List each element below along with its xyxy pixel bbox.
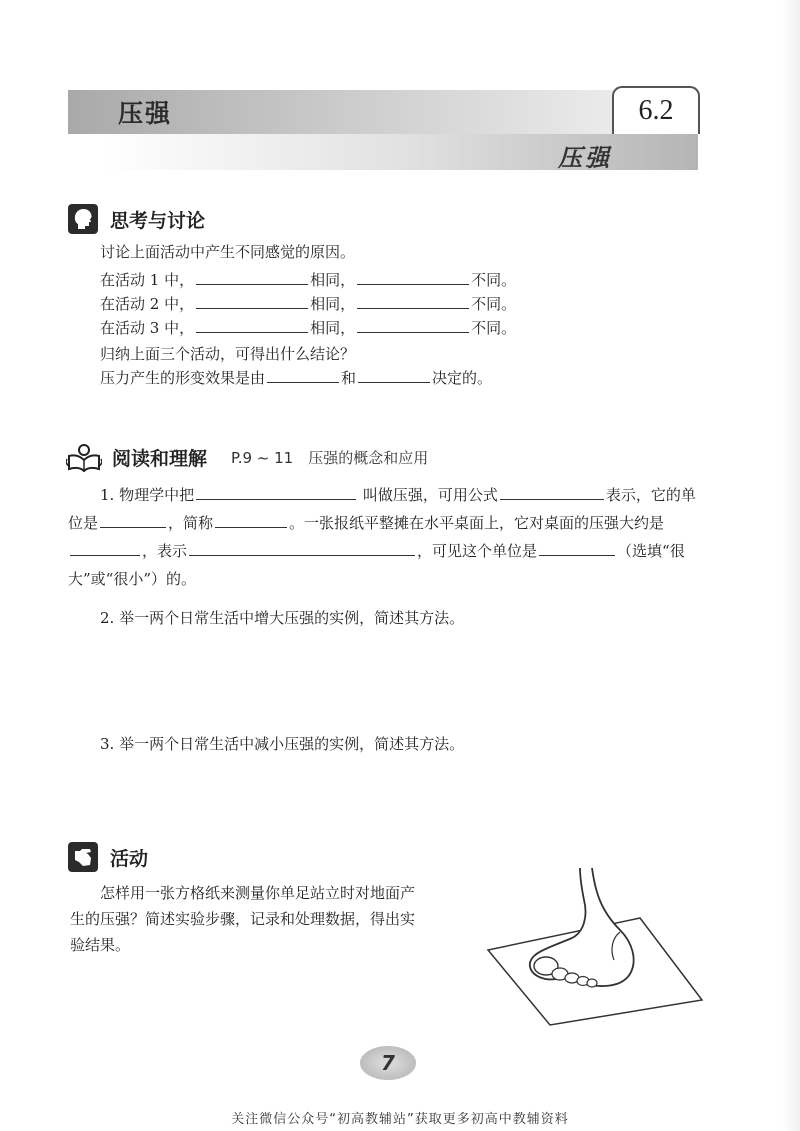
page-title: 压强 [118, 99, 173, 128]
head-silhouette-icon [68, 204, 98, 234]
fill-blank[interactable] [100, 511, 166, 528]
reading-reference: P.9 ~ 11 压强的概念和应用 [231, 448, 429, 467]
activity-text-line-3: 验结果。 [70, 936, 131, 954]
fill-blank[interactable] [196, 483, 356, 500]
fill-blank[interactable] [196, 292, 308, 309]
conclusion-prefix: 压力产生的形变效果是由 [100, 369, 266, 387]
activity-row-1 [100, 268, 516, 292]
row-1-end: 不同。 [471, 271, 517, 289]
fill-blank[interactable] [500, 483, 604, 500]
chapter-banner [68, 86, 698, 174]
fill-blank[interactable] [267, 366, 339, 383]
reading-heading [66, 442, 428, 472]
foot-on-grid-paper-illustration [480, 860, 710, 1030]
fill-blank[interactable] [539, 539, 615, 556]
fill-blank[interactable] [196, 316, 308, 333]
question-2: 2. 举一两个日常生活中增大压强的实例，简述其方法。 [100, 609, 465, 627]
question-1 [68, 481, 704, 593]
row-1-mid: 相同， [310, 271, 356, 289]
q1-text-1: 1. 物理学中把 [100, 486, 195, 504]
fill-blank[interactable] [357, 268, 469, 285]
section-number: 6.2 [612, 86, 700, 134]
activity-heading [68, 842, 148, 872]
fill-blank[interactable] [215, 511, 287, 528]
row-3-prefix: 在活动 3 中， [100, 319, 195, 337]
activity-row-2 [100, 292, 516, 316]
fill-blank[interactable] [189, 539, 415, 556]
activity-title: 活动 [110, 847, 149, 870]
page-edge-shadow [782, 0, 800, 1131]
row-1-prefix: 在活动 1 中， [100, 271, 195, 289]
think-discuss-heading [68, 204, 205, 234]
q1-text-8: ，可见这个单位是 [417, 542, 538, 560]
row-3-mid: 相同， [310, 319, 356, 337]
page-number: 7 [360, 1046, 416, 1080]
row-2-mid: 相同， [310, 295, 356, 313]
discuss-intro: 讨论上面活动中产生不同感觉的原因。 [100, 243, 356, 261]
row-2-end: 不同。 [471, 295, 517, 313]
discuss-question: 归纳上面三个活动，可得出什么结论？ [100, 345, 356, 363]
q1-text-10: 大”或“很小”）的。 [68, 570, 197, 588]
row-3-end: 不同。 [471, 319, 517, 337]
conclusion-mid: 和 [341, 369, 357, 387]
reading-title: 阅读和理解 [112, 447, 208, 470]
row-2-prefix: 在活动 2 中， [100, 295, 195, 313]
activity-text-line-2: 生的压强？简述实验步骤，记录和处理数据，得出实 [70, 910, 416, 928]
toe-5 [587, 979, 597, 987]
conclusion-end: 决定的。 [432, 369, 493, 387]
reading-person-icon [66, 442, 102, 472]
activity-row-3 [100, 316, 516, 340]
activity-text [70, 880, 460, 958]
discuss-conclusion [100, 366, 492, 390]
q1-text-2: 叫做压强，可用公式 [362, 486, 498, 504]
question-3: 3. 举一两个日常生活中减小压强的实例，简述其方法。 [100, 735, 465, 753]
fill-blank[interactable] [358, 366, 430, 383]
activity-text-line-1: 怎样用一张方格纸来测量你单足站立时对地面产 [100, 884, 416, 902]
think-discuss-title: 思考与讨论 [110, 209, 206, 232]
q1-text-7: ，表示 [142, 542, 188, 560]
hand-icon [68, 842, 98, 872]
q1-text-9: （选填“很 [617, 542, 685, 560]
fill-blank[interactable] [357, 316, 469, 333]
q1-text-4: 位是 [68, 514, 99, 532]
footer-note: 关注微信公众号“初高教辅站”获取更多初高中教辅资料 [231, 1112, 569, 1127]
q1-text-5: ，简称 [168, 514, 214, 532]
fill-blank[interactable] [357, 292, 469, 309]
section-subtitle: 压强 [558, 144, 612, 172]
q1-text-6: 。一张报纸平整摊在水平桌面上，它对桌面的压强大约是 [289, 514, 665, 532]
q1-text-3: 表示，它的单 [605, 486, 696, 504]
fill-blank[interactable] [70, 539, 140, 556]
fill-blank[interactable] [196, 268, 308, 285]
